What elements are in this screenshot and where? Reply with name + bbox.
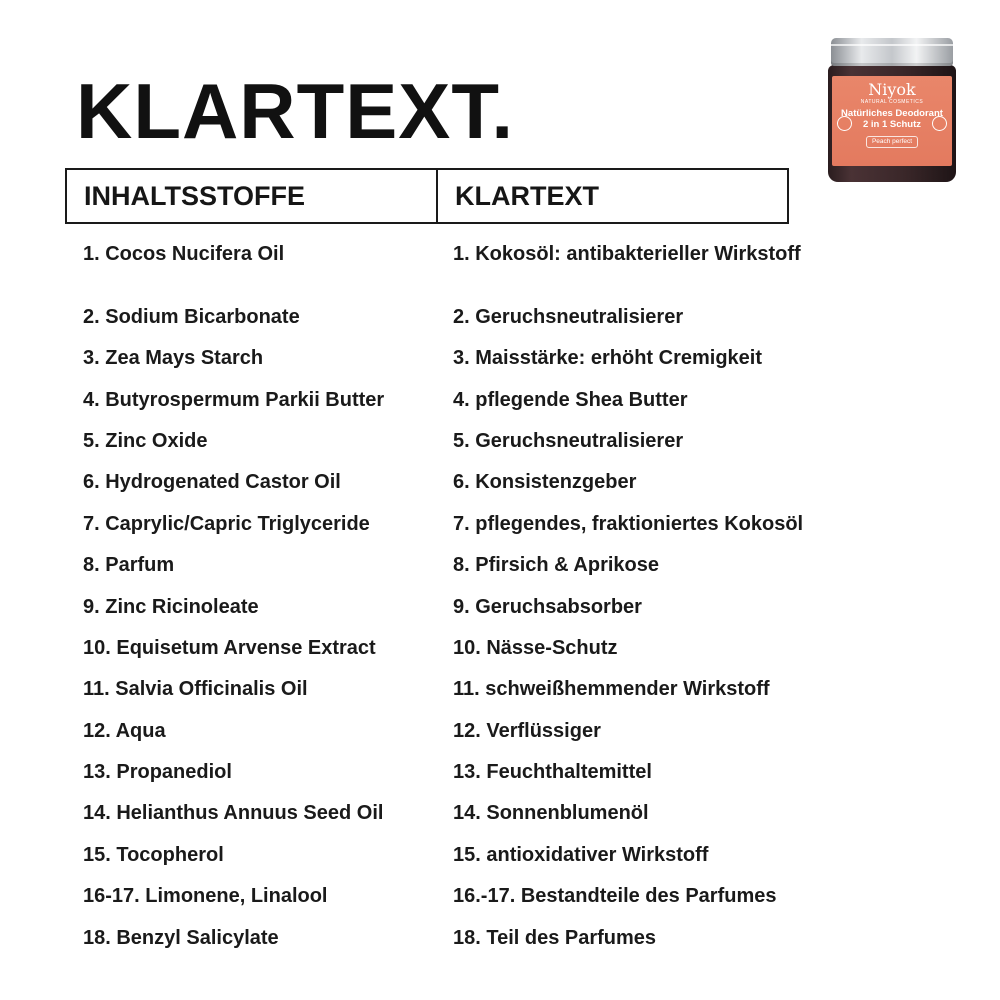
seal-right-icon: [932, 116, 947, 131]
ingredient-cell: 1. Cocos Nucifera Oil: [83, 243, 285, 265]
explanation-cell: 2. Geruchsneutralisierer: [453, 306, 684, 328]
ingredient-cell: 3. Zea Mays Starch: [83, 347, 264, 369]
explanation-cell: 9. Geruchsabsorber: [453, 596, 642, 618]
ingredient-cell: 16-17. Limonene, Linalool: [83, 885, 328, 907]
ingredient-cell: 2. Sodium Bicarbonate: [83, 306, 300, 328]
explanation-cell: 8. Pfirsich & Aprikose: [453, 554, 659, 576]
ingredient-cell: 13. Propanediol: [83, 761, 232, 783]
explanation-cell: 7. pflegendes, fraktioniertes Kokosöl: [453, 513, 804, 535]
explanation-cell: 3. Maisstärke: erhöht Cremigkeit: [453, 347, 762, 369]
ingredient-cell: 14. Helianthus Annuus Seed Oil: [83, 802, 384, 824]
explanation-cell: 14. Sonnenblumenöl: [453, 802, 649, 824]
jar-label: [832, 76, 952, 166]
explanation-cell: 1. Kokosöl: antibakterieller Wirkstoff: [453, 243, 801, 265]
ingredient-cell: 6. Hydrogenated Castor Oil: [83, 471, 341, 493]
header-ingredients: INHALTSSTOFFE: [67, 170, 438, 222]
explanation-cell: 11. schweißhemmender Wirkstoff: [453, 678, 770, 700]
page-title: KLARTEXT.: [76, 67, 514, 155]
seal-left-icon: [837, 116, 852, 131]
ingredient-cell: 15. Tocopherol: [83, 844, 224, 866]
product-variant: Peach perfect: [866, 136, 918, 148]
product-subtitle: 2 in 1 Schutz: [862, 119, 922, 130]
ingredient-cell: 9. Zinc Ricinoleate: [83, 596, 259, 618]
jar-lid: [831, 38, 953, 66]
ingredient-cell: 10. Equisetum Arvense Extract: [83, 637, 376, 659]
explanation-cell: 5. Geruchsneutralisierer: [453, 430, 684, 452]
explanation-cell: 16.-17. Bestandteile des Parfumes: [453, 885, 777, 907]
ingredient-cell: 8. Parfum: [83, 554, 175, 576]
product-brand: Niyok: [868, 80, 916, 99]
explanation-cell: 10. Nässe-Schutz: [453, 637, 618, 659]
ingredient-cell: 11. Salvia Officinalis Oil: [83, 678, 308, 700]
explanation-cell: 6. Konsistenzgeber: [453, 471, 637, 493]
product-tagline: NATURAL COSMETICS: [860, 99, 924, 105]
explanation-cell: 13. Feuchthaltemittel: [453, 761, 652, 783]
product-name: Natürliches Deodorant: [841, 108, 943, 119]
ingredient-cell: 12. Aqua: [83, 720, 166, 742]
ingredient-cell: 7. Caprylic/Capric Triglyceride: [83, 513, 370, 535]
explanation-cell: 12. Verflüssiger: [453, 720, 601, 742]
ingredient-cell: 18. Benzyl Salicylate: [83, 927, 279, 949]
explanation-cell: 18. Teil des Parfumes: [453, 927, 657, 949]
explanation-cell: 4. pflegende Shea Butter: [453, 389, 688, 411]
ingredient-cell: 5. Zinc Oxide: [83, 430, 208, 452]
ingredient-cell: 4. Butyrospermum Parkii Butter: [83, 389, 385, 411]
explanation-cell: 15. antioxidativer Wirkstoff: [453, 844, 709, 866]
product-jar-image: [828, 38, 956, 182]
table-header: [65, 168, 789, 224]
header-plaintext: KLARTEXT: [455, 180, 599, 211]
